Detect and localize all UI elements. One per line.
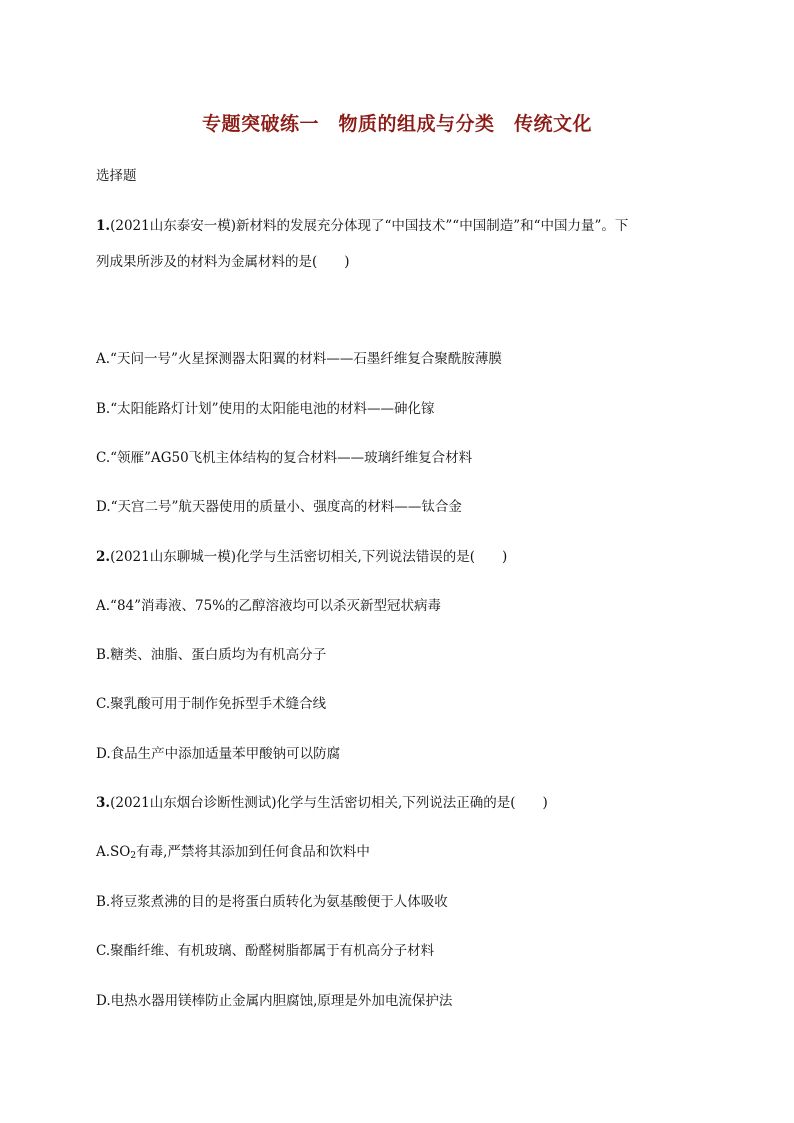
question-1-option-a: A.“天问一号”火星探测器太阳翼的材料——石墨纤维复合聚酰胺薄膜 (96, 351, 502, 367)
question-2-stem-line1: (2021山东聊城一模)化学与生活密切相关,下列说法错误的是( ) (110, 549, 508, 565)
question-1-option-b: B.“太阳能路灯计划”使用的太阳能电池的材料——砷化镓 (96, 401, 435, 417)
question-2-option-c: C.聚乳酸可用于制作免拆型手术缝合线 (96, 696, 327, 712)
page-title: 专题突破练一 物质的组成与分类 传统文化 (201, 113, 592, 135)
question-2-option-d: D.食品生产中添加适量苯甲酸钠可以防腐 (96, 746, 341, 762)
question-3-option-a-rest: 有毒,严禁将其添加到任何食品和饮料中 (136, 844, 370, 860)
question-3-option-a (96, 842, 370, 866)
question-1-stem (96, 216, 628, 236)
question-1-stem-line1: (2021山东泰安一模)新材料的发展充分体现了“中国技术”“中国制造”和“中国力量”。下 (110, 218, 629, 234)
question-1-option-c: C.“领雁”AG50飞机主体结构的复合材料——玻璃纤维复合材料 (96, 450, 473, 466)
question-3-option-c: C.聚酯纤维、有机玻璃、酚醛树脂都属于有机高分子材料 (96, 943, 435, 959)
question-2-number: 2. (96, 549, 111, 565)
question-3-stem (96, 793, 548, 813)
question-3-option-d: D.电热水器用镁棒防止金属内胆腐蚀,原理是外加电流保护法 (96, 993, 453, 1009)
question-1-number: 1. (96, 218, 111, 234)
question-2-option-b: B.糖类、油脂、蛋白质均为有机高分子 (96, 647, 327, 663)
section-heading: 选择题 (96, 168, 137, 184)
question-3-option-b: B.将豆浆煮沸的目的是将蛋白质转化为氨基酸便于人体吸收 (96, 894, 448, 910)
question-2-option-a: A.“84”消毒液、75%的乙醇溶液均可以杀灭新型冠状病毒 (96, 598, 442, 614)
question-3-option-a-subscript: 2 (130, 851, 137, 861)
question-2-stem (96, 547, 507, 567)
question-1-stem-line2: 列成果所涉及的材料为金属材料的是( ) (96, 254, 350, 270)
question-3-number: 3. (96, 795, 111, 811)
question-3-stem-line1: (2021山东烟台诊断性测试)化学与生活密切相关,下列说法正确的是( ) (110, 795, 548, 811)
question-1-option-d: D.“天宫二号”航天器使用的质量小、强度高的材料——钛合金 (96, 499, 462, 515)
question-3-option-a-prefix: A.SO (96, 844, 131, 860)
